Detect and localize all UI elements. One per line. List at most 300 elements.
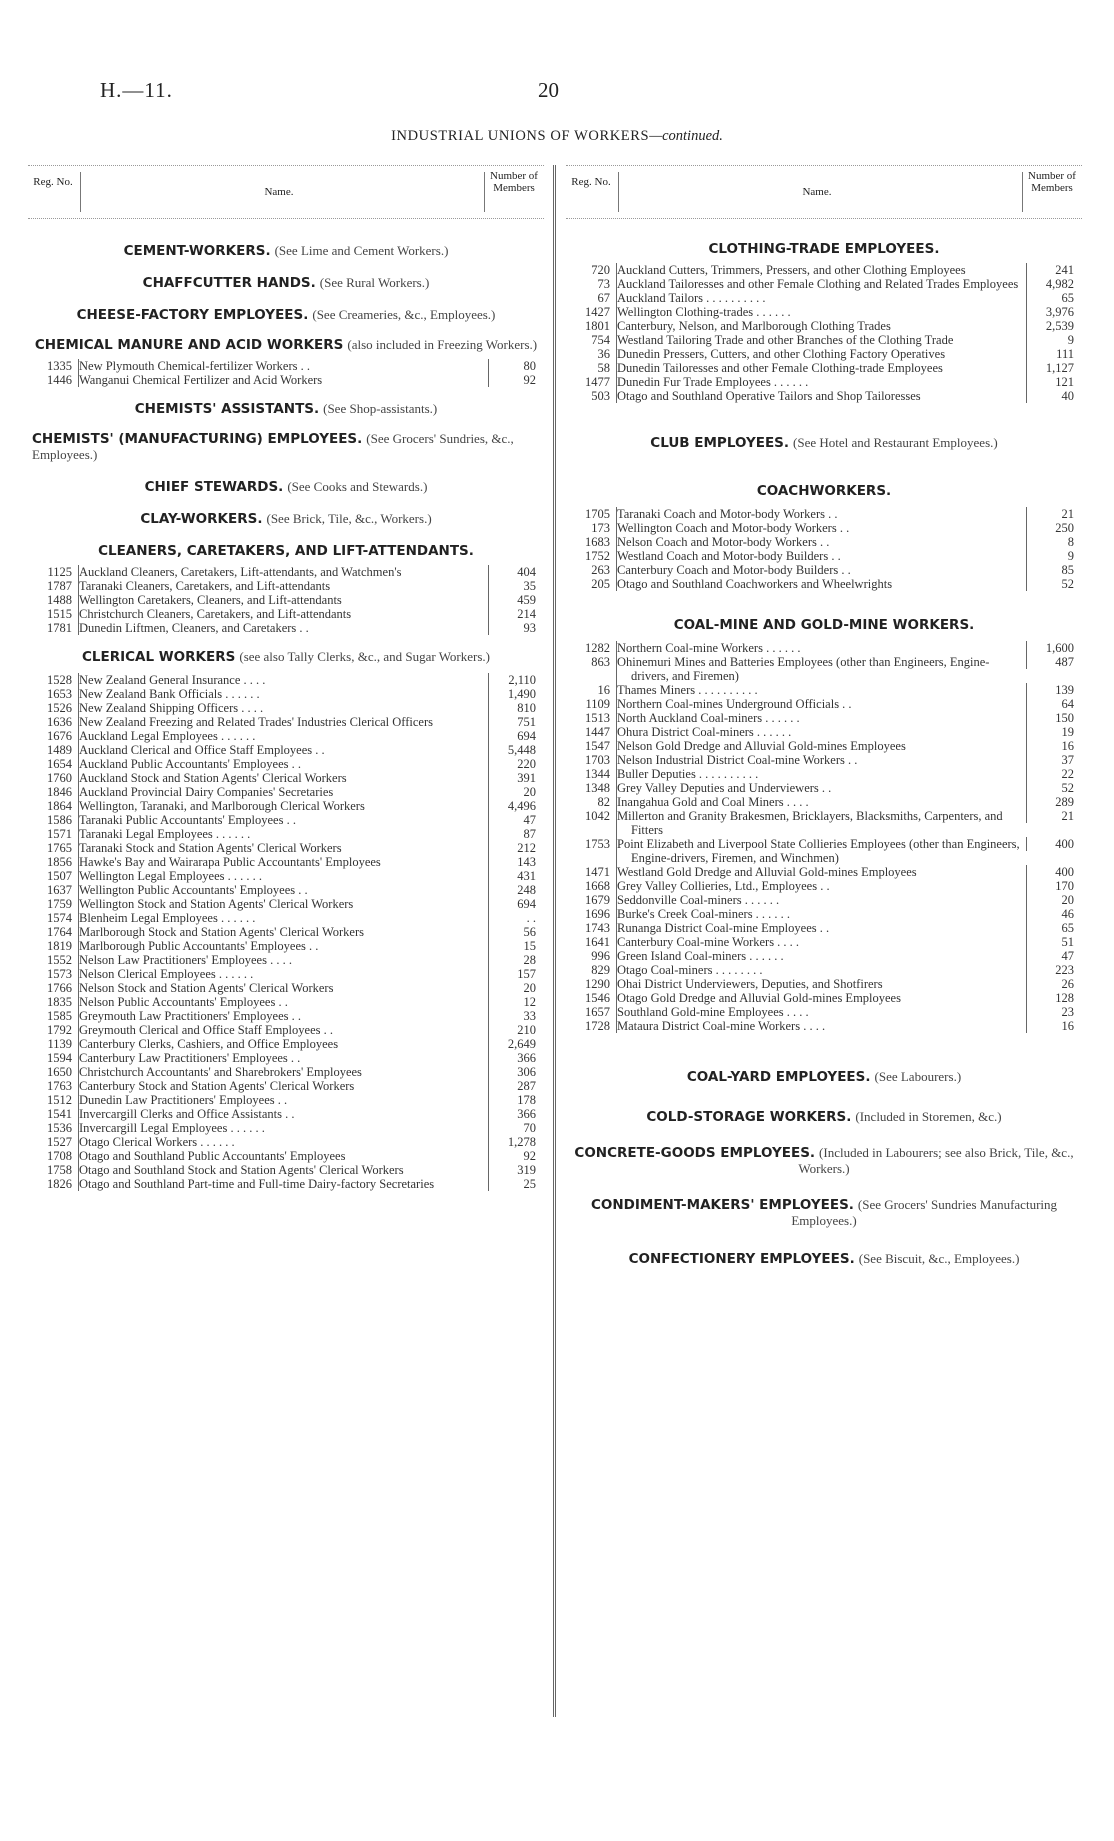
table-row (566, 907, 1082, 921)
table-row (28, 1009, 544, 1023)
union-name: Taranaki Coach and Motor-body Workers . . (616, 507, 1026, 521)
section-confectionery: CONFECTIONERY EMPLOYEES. (See Biscuit, &c., Employees.) (628, 1251, 1020, 1267)
union-name: Otago Coal-miners . . . . . . . . (616, 963, 1026, 977)
reg-number: 1764 (47, 925, 72, 939)
union-name: Ohinemuri Mines and Batteries Employees (other than Engineers, Engine-drivers, and Firemen) (616, 655, 1026, 683)
section-cleaners: CLEANERS, CARETAKERS, AND LIFT-ATTENDANTS. (98, 543, 474, 559)
section-chief-stewards: CHIEF STEWARDS. (See Cooks and Stewards.) (144, 479, 428, 495)
section-chemists-assistants: CHEMISTS' ASSISTANTS. (See Shop-assistants.) (134, 401, 438, 417)
table-row (566, 361, 1082, 375)
section-club-employees: CLUB EMPLOYEES. (See Hotel and Restaurant Employees.) (650, 435, 998, 451)
member-count: 150 (1026, 711, 1082, 725)
section-chemists-manufacturing: CHEMISTS' (MANUFACTURING) EMPLOYEES. (See Grocers' Sundries, &c., Employees.) (32, 431, 514, 462)
member-count: 37 (1026, 753, 1082, 767)
table-row (566, 1019, 1082, 1033)
reg-number: 1703 (585, 753, 610, 767)
reg-number: 1752 (585, 549, 610, 563)
union-name: Auckland Stock and Station Agents' Clerical Workers (78, 771, 488, 785)
union-name: Wellington, Taranaki, and Marlborough Clerical Workers (78, 799, 488, 813)
table-row (28, 1079, 544, 1093)
reg-number: 1654 (47, 757, 72, 771)
reg-number: 1826 (47, 1177, 72, 1191)
reg-number: 1792 (47, 1023, 72, 1037)
member-count: 9 (1026, 549, 1082, 563)
reg-number: 1528 (47, 673, 72, 687)
reg-number: 205 (591, 577, 610, 591)
member-count: 64 (1026, 697, 1082, 711)
right-column (566, 165, 1082, 1267)
member-count: 1,490 (488, 687, 544, 701)
table-header-right (566, 165, 1082, 219)
union-name: Auckland Cleaners, Caretakers, Lift-attendants, and Watchmen's (78, 565, 488, 579)
union-name: Auckland Clerical and Office Staff Employees . . (78, 743, 488, 757)
reg-number: 1573 (47, 967, 72, 981)
member-count: 4,496 (488, 799, 544, 813)
union-name: Nelson Public Accountants' Employees . . (78, 995, 488, 1009)
table-cleaners (28, 565, 544, 635)
union-name: Northern Coal-mine Workers . . . . . . (616, 641, 1026, 655)
member-count: 391 (488, 771, 544, 785)
reg-number: 1759 (47, 897, 72, 911)
reg-number: 829 (591, 963, 610, 977)
reg-number: 1641 (585, 935, 610, 949)
union-name: Runanga District Coal-mine Employees . . (616, 921, 1026, 935)
reg-number: 863 (591, 655, 610, 669)
union-name: Canterbury Law Practitioners' Employees . . (78, 1051, 488, 1065)
member-count: 2,539 (1026, 319, 1082, 333)
union-name: Wellington Coach and Motor-body Workers . . (616, 521, 1026, 535)
member-count: 431 (488, 869, 544, 883)
table-row (28, 1121, 544, 1135)
member-count: 22 (1026, 767, 1082, 781)
member-count: 26 (1026, 977, 1082, 991)
header-name: Name. (264, 186, 294, 198)
union-name: Mataura District Coal-mine Workers . . . . (616, 1019, 1026, 1033)
section-coal-mine: COAL-MINE AND GOLD-MINE WORKERS. (673, 617, 975, 633)
union-name: Christchurch Accountants' and Sharebrokers' Employees (78, 1065, 488, 1079)
member-count: 487 (1026, 655, 1082, 669)
table-header-left (28, 165, 544, 219)
reg-number: 1760 (47, 771, 72, 785)
table-row (566, 683, 1082, 697)
page-title-suffix: —continued. (649, 128, 723, 144)
union-name: Marlborough Stock and Station Agents' Clerical Workers (78, 925, 488, 939)
union-name: Millerton and Granity Brakesmen, Bricklayers, Blacksmiths, Carpenters, and Fitters (616, 809, 1026, 837)
reg-number: 58 (597, 361, 610, 375)
table-row (28, 359, 544, 373)
union-name: Point Elizabeth and Liverpool State Collieries Employees (other than Engineers, Engine-drivers, Firemen, and Winchmen) (616, 837, 1026, 865)
union-name: Canterbury Coach and Motor-body Builders . . (616, 563, 1026, 577)
union-name: Otago and Southland Operative Tailors and Shop Tailoresses (616, 389, 1026, 403)
table-row (566, 949, 1082, 963)
member-count: 1,278 (488, 1135, 544, 1149)
section-cold-storage: COLD-STORAGE WORKERS. (Included in Storemen, &c.) (646, 1109, 1002, 1125)
table-row (566, 563, 1082, 577)
table-row (28, 841, 544, 855)
reg-number: 1447 (585, 725, 610, 739)
reg-number: 996 (591, 949, 610, 963)
page-number: 20 (538, 78, 559, 102)
member-count: 143 (488, 855, 544, 869)
member-count: 223 (1026, 963, 1082, 977)
member-count: 92 (488, 373, 544, 387)
member-count: 250 (1026, 521, 1082, 535)
member-count: 80 (488, 359, 544, 373)
union-name: New Zealand Freezing and Related Trades' Industries Clerical Officers (78, 715, 488, 729)
table-row (28, 715, 544, 729)
section-clay-workers: CLAY-WORKERS. (See Brick, Tile, &c., Workers.) (140, 511, 432, 527)
reg-number: 1282 (585, 641, 610, 655)
member-count: 56 (488, 925, 544, 939)
table-clothing (566, 263, 1082, 403)
member-count: 21 (1026, 507, 1082, 521)
member-count: 21 (1026, 809, 1082, 823)
reg-number: 1526 (47, 701, 72, 715)
table-row (28, 911, 544, 925)
reg-number: 1507 (47, 869, 72, 883)
reg-number: 82 (597, 795, 610, 809)
header-number: Number of Members (490, 170, 538, 194)
table-row (28, 1163, 544, 1177)
member-count: 52 (1026, 577, 1082, 591)
union-name: Greymouth Law Practitioners' Employees . . (78, 1009, 488, 1023)
union-name: Hawke's Bay and Wairarapa Public Accountants' Employees (78, 855, 488, 869)
reg-number: 1594 (47, 1051, 72, 1065)
union-name: Auckland Provincial Dairy Companies' Secretaries (78, 785, 488, 799)
reg-number: 1668 (585, 879, 610, 893)
table-row (566, 577, 1082, 591)
reg-number: 1585 (47, 1009, 72, 1023)
reg-number: 1536 (47, 1121, 72, 1135)
table-row (28, 1135, 544, 1149)
reg-number: 1477 (585, 375, 610, 389)
table-row (28, 771, 544, 785)
member-count: 93 (488, 621, 544, 635)
member-count: 51 (1026, 935, 1082, 949)
union-name: Ohura District Coal-miners . . . . . . (616, 725, 1026, 739)
union-name: Dunedin Fur Trade Employees . . . . . . (616, 375, 1026, 389)
table-row (566, 935, 1082, 949)
table-row (566, 277, 1082, 291)
table-row (28, 565, 544, 579)
table-row (566, 697, 1082, 711)
table-row (28, 729, 544, 743)
member-count: 28 (488, 953, 544, 967)
table-row (566, 753, 1082, 767)
header-reg-no: Reg. No. (571, 176, 611, 188)
union-name: Otago and Southland Public Accountants' Employees (78, 1149, 488, 1163)
union-name: Dunedin Tailoresses and other Female Clothing-trade Employees (616, 361, 1026, 375)
table-row (28, 743, 544, 757)
union-name: Otago and Southland Stock and Station Agents' Clerical Workers (78, 1163, 488, 1177)
reg-number: 720 (591, 263, 610, 277)
member-count: 170 (1026, 879, 1082, 893)
table-row (28, 953, 544, 967)
member-count: 23 (1026, 1005, 1082, 1019)
member-count: 5,448 (488, 743, 544, 757)
table-clerical (28, 673, 544, 1191)
table-row (28, 1149, 544, 1163)
table-row (566, 389, 1082, 403)
member-count: 20 (488, 981, 544, 995)
union-name: Invercargill Clerks and Office Assistants . . (78, 1107, 488, 1121)
page-title-main: INDUSTRIAL UNIONS OF WORKERS (391, 128, 650, 144)
union-name: Wanganui Chemical Fertilizer and Acid Workers (78, 373, 488, 387)
reg-number: 1696 (585, 907, 610, 921)
union-name: Nelson Coach and Motor-body Workers . . (616, 535, 1026, 549)
table-row (566, 809, 1082, 837)
table-row (28, 701, 544, 715)
table-coal-mine (566, 641, 1082, 1033)
member-count: 810 (488, 701, 544, 715)
union-name: Taranaki Stock and Station Agents' Clerical Workers (78, 841, 488, 855)
reg-number: 1766 (47, 981, 72, 995)
left-column (28, 165, 544, 1191)
member-count: 87 (488, 827, 544, 841)
union-name: New Zealand Shipping Officers . . . . (78, 701, 488, 715)
member-count: 241 (1026, 263, 1082, 277)
reg-number: 1446 (47, 373, 72, 387)
table-row (28, 785, 544, 799)
union-name: Westland Coach and Motor-body Builders . . (616, 549, 1026, 563)
reg-number: 1527 (47, 1135, 72, 1149)
union-name: Southland Gold-mine Employees . . . . (616, 1005, 1026, 1019)
table-row (28, 967, 544, 981)
union-name: Auckland Cutters, Trimmers, Pressers, and other Clothing Employees (616, 263, 1026, 277)
member-count: 214 (488, 607, 544, 621)
reg-number: 1348 (585, 781, 610, 795)
union-name: Wellington Clothing-trades . . . . . . (616, 305, 1026, 319)
member-count: 1,127 (1026, 361, 1082, 375)
member-count: 20 (1026, 893, 1082, 907)
union-name: Nelson Gold Dredge and Alluvial Gold-mines Employees (616, 739, 1026, 753)
reg-number: 1125 (47, 565, 72, 579)
table-row (28, 1023, 544, 1037)
reg-number: 1571 (47, 827, 72, 841)
union-name: Westland Gold Dredge and Alluvial Gold-mines Employees (616, 865, 1026, 879)
reg-number: 1728 (585, 1019, 610, 1033)
reg-number: 1819 (47, 939, 72, 953)
member-count: 694 (488, 897, 544, 911)
reg-number: 1636 (47, 715, 72, 729)
reg-number: 1335 (47, 359, 72, 373)
reg-number: 1657 (585, 1005, 610, 1019)
member-count: 2,110 (488, 673, 544, 687)
reg-number: 1801 (585, 319, 610, 333)
union-name: Marlborough Public Accountants' Employees . . (78, 939, 488, 953)
union-name: Canterbury Clerks, Cashiers, and Office Employees (78, 1037, 488, 1051)
table-row (566, 549, 1082, 563)
table-row (566, 991, 1082, 1005)
member-count: 400 (1026, 865, 1082, 879)
table-row (28, 1051, 544, 1065)
table-row (28, 883, 544, 897)
header-name: Name. (802, 186, 832, 198)
member-count: 694 (488, 729, 544, 743)
member-count: 248 (488, 883, 544, 897)
member-count: 139 (1026, 683, 1082, 697)
table-row (28, 827, 544, 841)
reg-number: 36 (597, 347, 610, 361)
table-row (566, 921, 1082, 935)
union-name: Seddonville Coal-miners . . . . . . (616, 893, 1026, 907)
table-row (566, 319, 1082, 333)
header-number: Number of Members (1028, 170, 1076, 194)
table-row (566, 795, 1082, 809)
union-name: Invercargill Legal Employees . . . . . . (78, 1121, 488, 1135)
member-count: 35 (488, 579, 544, 593)
section-chemical-manure: CHEMICAL MANURE AND ACID WORKERS (also included in Freezing Workers.) (34, 337, 538, 353)
member-count: 47 (488, 813, 544, 827)
reg-number: 1042 (585, 809, 610, 823)
member-count: 157 (488, 967, 544, 981)
member-count: 33 (488, 1009, 544, 1023)
union-name: Taranaki Cleaners, Caretakers, and Lift-attendants (78, 579, 488, 593)
table-row (28, 687, 544, 701)
member-count: 306 (488, 1065, 544, 1079)
reg-number: 1683 (585, 535, 610, 549)
reg-number: 1513 (585, 711, 610, 725)
section-clothing-trade: CLOTHING-TRADE EMPLOYEES. (708, 241, 940, 257)
union-name: Grey Valley Deputies and Underviewers . . (616, 781, 1026, 795)
union-name: New Zealand Bank Officials . . . . . . (78, 687, 488, 701)
reg-number: 1787 (47, 579, 72, 593)
union-name: Green Island Coal-miners . . . . . . (616, 949, 1026, 963)
member-count: 210 (488, 1023, 544, 1037)
table-coachworkers (566, 507, 1082, 591)
union-name: Wellington Public Accountants' Employees . . (78, 883, 488, 897)
table-row (28, 897, 544, 911)
union-name: Auckland Tailors . . . . . . . . . . (616, 291, 1026, 305)
member-count: 459 (488, 593, 544, 607)
reg-number: 1864 (47, 799, 72, 813)
union-name: Dunedin Law Practitioners' Employees . . (78, 1093, 488, 1107)
table-row (566, 333, 1082, 347)
member-count: 3,976 (1026, 305, 1082, 319)
reg-number: 1344 (585, 767, 610, 781)
member-count: 12 (488, 995, 544, 1009)
table-row (28, 757, 544, 771)
reg-number: 1512 (47, 1093, 72, 1107)
reg-number: 1676 (47, 729, 72, 743)
reg-number: 1835 (47, 995, 72, 1009)
member-count: . . (488, 911, 544, 925)
union-name: New Zealand General Insurance . . . . (78, 673, 488, 687)
table-row (28, 939, 544, 953)
table-row (28, 621, 544, 635)
member-count: 121 (1026, 375, 1082, 389)
member-count: 65 (1026, 291, 1082, 305)
reg-number: 173 (591, 521, 610, 535)
table-row (566, 865, 1082, 879)
member-count: 751 (488, 715, 544, 729)
union-name: Northern Coal-mines Underground Officials . . (616, 697, 1026, 711)
table-row (28, 673, 544, 687)
table-row (566, 711, 1082, 725)
reg-number: 263 (591, 563, 610, 577)
union-name: Buller Deputies . . . . . . . . . . (616, 767, 1026, 781)
union-name: Nelson Clerical Employees . . . . . . (78, 967, 488, 981)
table-row (28, 1037, 544, 1051)
section-concrete-goods: CONCRETE-GOODS EMPLOYEES. (Included in Labourers; see also Brick, Tile, &c., Workers.) (574, 1145, 1074, 1176)
reg-number: 1763 (47, 1079, 72, 1093)
reg-number: 1705 (585, 507, 610, 521)
reg-number: 1471 (585, 865, 610, 879)
reg-number: 1139 (47, 1037, 72, 1051)
union-name: Blenheim Legal Employees . . . . . . (78, 911, 488, 925)
member-count: 289 (1026, 795, 1082, 809)
member-count: 1,600 (1026, 641, 1082, 655)
table-row (566, 507, 1082, 521)
member-count: 20 (488, 785, 544, 799)
union-name: Nelson Law Practitioners' Employees . . . . (78, 953, 488, 967)
table-row (566, 739, 1082, 753)
reg-number: 1552 (47, 953, 72, 967)
table-row (28, 1065, 544, 1079)
header-reg-no: Reg. No. (33, 176, 73, 188)
reg-number: 1574 (47, 911, 72, 925)
table-row (566, 1005, 1082, 1019)
table-row (28, 593, 544, 607)
union-name: Nelson Industrial District Coal-mine Workers . . (616, 753, 1026, 767)
table-row (28, 925, 544, 939)
section-clerical-workers: CLERICAL WORKERS (see also Tally Clerks, &c., and Sugar Workers.) (81, 649, 491, 665)
member-count: 16 (1026, 739, 1082, 753)
table-row (28, 799, 544, 813)
union-name: North Auckland Coal-miners . . . . . . (616, 711, 1026, 725)
table-row (566, 305, 1082, 319)
member-count: 19 (1026, 725, 1082, 739)
member-count: 85 (1026, 563, 1082, 577)
section-cheese-factory: CHEESE-FACTORY EMPLOYEES. (See Creameries, &c., Employees.) (76, 307, 496, 323)
reg-number: 1758 (47, 1163, 72, 1177)
document-reference: H.—11. (100, 78, 173, 102)
union-name: Dunedin Pressers, Cutters, and other Clothing Factory Operatives (616, 347, 1026, 361)
reg-number: 1541 (47, 1107, 72, 1121)
union-name: Otago Gold Dredge and Alluvial Gold-mines Employees (616, 991, 1026, 1005)
reg-number: 1708 (47, 1149, 72, 1163)
reg-number: 1427 (585, 305, 610, 319)
table-row (28, 981, 544, 995)
union-name: Otago and Southland Part-time and Full-time Dairy-factory Secretaries (78, 1177, 488, 1191)
reg-number: 1846 (47, 785, 72, 799)
reg-number: 1637 (47, 883, 72, 897)
reg-number: 754 (591, 333, 610, 347)
reg-number: 1489 (47, 743, 72, 757)
reg-number: 1679 (585, 893, 610, 907)
reg-number: 1546 (585, 991, 610, 1005)
table-row (566, 375, 1082, 389)
section-chaffcutter-hands: CHAFFCUTTER HANDS. (See Rural Workers.) (142, 275, 430, 291)
reg-number: 1765 (47, 841, 72, 855)
union-name: Greymouth Clerical and Office Staff Employees . . (78, 1023, 488, 1037)
union-name: Grey Valley Collieries, Ltd., Employees . . (616, 879, 1026, 893)
table-row (28, 855, 544, 869)
member-count: 25 (488, 1177, 544, 1191)
union-name: New Plymouth Chemical-fertilizer Workers . . (78, 359, 488, 373)
member-count: 220 (488, 757, 544, 771)
table-row (566, 535, 1082, 549)
member-count: 16 (1026, 1019, 1082, 1033)
reg-number: 503 (591, 389, 610, 403)
table-row (28, 1107, 544, 1121)
member-count: 52 (1026, 781, 1082, 795)
member-count: 15 (488, 939, 544, 953)
table-row (28, 373, 544, 387)
union-name: Dunedin Liftmen, Cleaners, and Caretakers . . (78, 621, 488, 635)
page-title (0, 128, 1114, 145)
union-name: Wellington Stock and Station Agents' Clerical Workers (78, 897, 488, 911)
